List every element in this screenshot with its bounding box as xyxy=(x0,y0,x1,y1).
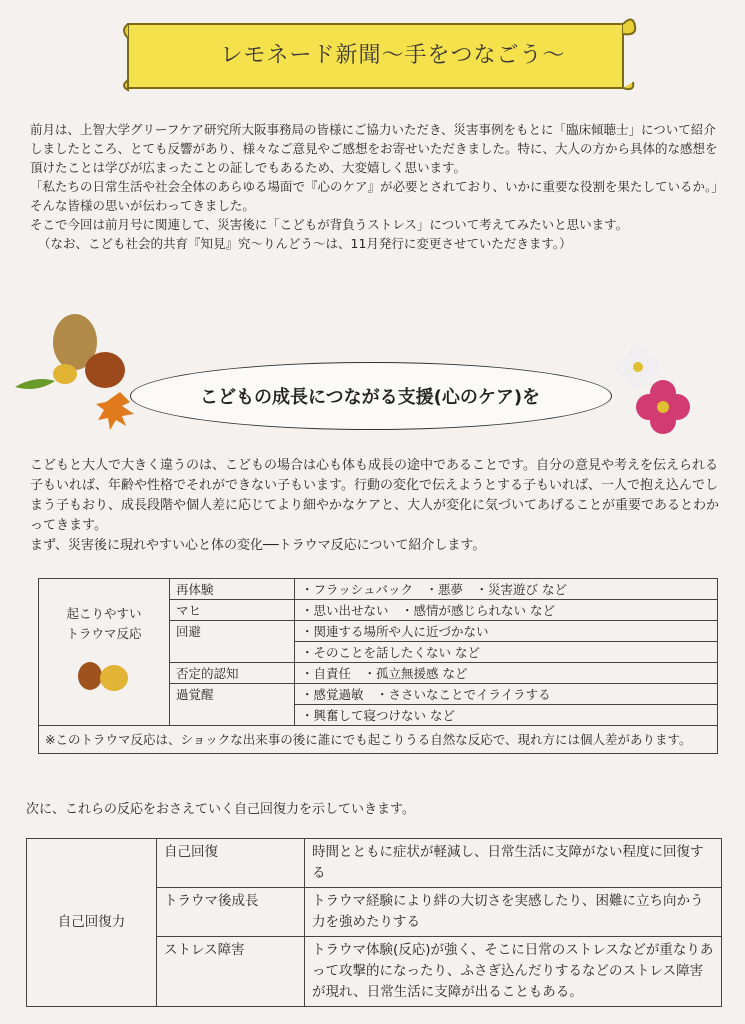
trauma-examples: ・興奮して寝つけない など xyxy=(295,705,718,726)
trauma-category: 再体験 xyxy=(170,579,295,600)
title-banner xyxy=(118,14,638,98)
intro-paragraph: （なお、こども社会的共育『知見』究〜りんどう〜は、11月発行に変更させていただきます。） xyxy=(38,236,572,251)
chestnut-icon xyxy=(74,658,134,694)
autumn-leaves-icon xyxy=(10,312,160,432)
side-label-line: トラウマ反応 xyxy=(66,626,142,641)
flower-icon xyxy=(608,342,718,442)
recovery-description: トラウマ体験(反応)が強く、そこに日常のストレスなどが重なりあって攻撃的になったり、ふさぎ込んだりするなどのストレス障害が現れ、日常生活に支障が出ることもある。 xyxy=(305,937,722,1007)
side-label-line: 起こりやすい xyxy=(66,606,142,621)
trauma-category: 過覚醒 xyxy=(170,684,295,726)
recovery-category: トラウマ後成長 xyxy=(157,888,305,937)
table-row xyxy=(39,579,718,600)
section-heading xyxy=(10,312,735,442)
table-row xyxy=(39,726,718,754)
trauma-examples: ・そのことを話したくない など xyxy=(295,642,718,663)
recovery-intro: 次に、これらの反応をおさえていく自己回復力を示していきます。 xyxy=(26,802,415,817)
trauma-examples: ・思い出せない ・感情が感じられない など xyxy=(295,600,718,621)
recovery-description: トラウマ経験により絆の大切さを実感したり、困難に立ち向かう力を強めたりする xyxy=(305,888,722,937)
recovery-description: 時間とともに症状が軽減し、日常生活に支障がない程度に回復する xyxy=(305,839,722,888)
trauma-category: 否定的認知 xyxy=(170,663,295,684)
recovery-side-label: 自己回復力 xyxy=(27,839,157,1007)
newsletter-title: レモネード新聞〜手をつなごう〜 xyxy=(220,43,566,68)
trauma-examples: ・フラッシュバック ・悪夢 ・災害遊び など xyxy=(295,579,718,600)
trauma-examples: ・感覚過敏 ・ささいなことでイライラする xyxy=(295,684,718,705)
trauma-side-label xyxy=(39,579,170,726)
body-text xyxy=(30,456,720,556)
intro-text xyxy=(30,120,720,253)
intro-paragraph: そこで今回は前月号に関連して、災害後に「こどもが背負うストレス」について考えてみたいと思います。 xyxy=(30,217,629,232)
trauma-category: マヒ xyxy=(170,600,295,621)
recovery-table xyxy=(26,838,722,1007)
trauma-note: ※このトラウマ反応は、ショックな出来事の後に誰にでも起こりうる自然な反応で、現れ方には個人差があります。 xyxy=(39,726,718,754)
heading-title: こどもの成長につながる支援(心のケア)を xyxy=(199,387,541,408)
trauma-category: 回避 xyxy=(170,621,295,663)
intro-paragraph: 前月は、上智大学グリーフケア研究所大阪事務局の皆様にご協力いただき、災害事例をもとに「臨床傾聴士」について紹介しましたところ、とても反響があり、様々なご意見やご感想をお寄せいただきました。特に、大人の方から具体的な感想を頂けたことは学びが広まったことの証しでもあるため、大変嬉しく思います。 xyxy=(30,122,718,175)
recovery-category: ストレス障害 xyxy=(157,937,305,1007)
body-paragraph: まず、災害後に現れやすい心と体の変化──トラウマ反応について紹介します。 xyxy=(30,538,486,553)
trauma-examples: ・関連する場所や人に近づかない xyxy=(295,621,718,642)
trauma-examples: ・自責任 ・孤立無援感 など xyxy=(295,663,718,684)
table-row xyxy=(27,839,722,888)
body-paragraph: こどもと大人で大きく違うのは、こどもの場合は心も体も成長の途中であることです。自分の意見や考えを伝えられる子もいれば、年齢や性格でそれができない子もいます。行動の変化で伝えようとする子もいれば、一人で抱え込んでしまう子もおり、成長段階や個人差に応じてより細やかなケアと、大人が変化に気づいてあげることが重要であるとわかってきます。 xyxy=(30,458,720,533)
recovery-category: 自己回復 xyxy=(157,839,305,888)
trauma-reaction-table xyxy=(38,578,718,754)
intro-paragraph: 「私たちの日常生活や社会全体のあらゆる場面で『心のケア』が必要とされており、いかに重要な役割を果たしているか。」そんな皆様の思いが伝わってきました。 xyxy=(30,179,718,213)
